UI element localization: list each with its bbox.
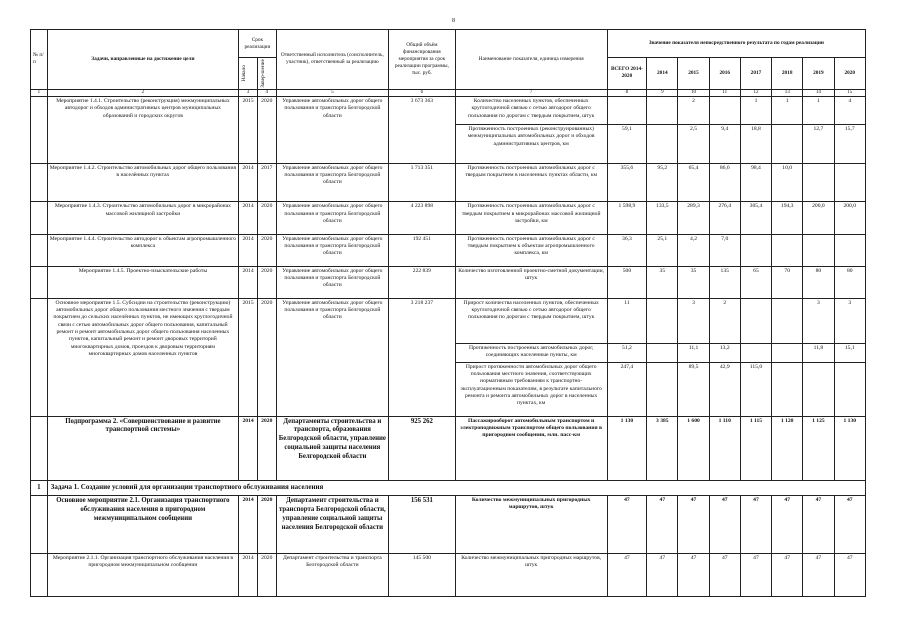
- header-tasks: Задачи, направленные на достижение цели: [47, 30, 239, 90]
- indicator-value: 3 385: [647, 416, 678, 480]
- indicator-value: 89,5: [678, 362, 709, 416]
- task-name: Основное мероприятие 2.1. Организация транспортного обслуживания населения в пригородном межмуниципальном сообщении: [47, 496, 239, 554]
- indicator-value: 289,3: [678, 202, 709, 234]
- task-name: Основное мероприятие 1.5. Субсидии на строительство (реконструкцию) автомобильных дорог общего пользования местного значения с твердым покрытием до сельских населённых пунктов, не имеющих круглогодичной связи с сетью автомобильных дорог общего пользования, капитальный ремонт и ремонт автомобильных дорог общего пользования населенных пунктов, капитальный ремонт и ремонт дворовых территорий многоквартирных домов, проездов к дворовым территориям многоквартирных домов населенных пунктов: [47, 298, 239, 416]
- indicator-value: 1 125: [803, 416, 834, 480]
- indicator-value: [709, 97, 740, 125]
- table-row: [31, 163, 866, 202]
- funding-amount: 145 500: [389, 554, 456, 597]
- indicator-value: [772, 125, 803, 164]
- indicator-name: Протяженность построенных автомобильных дорог, соединяющих населенные пункты, км: [455, 344, 607, 363]
- table-row: [31, 202, 866, 234]
- indicator-value: [740, 298, 771, 343]
- start-year: 2014: [239, 266, 258, 298]
- indicator-value: [772, 344, 803, 363]
- col-index: 14: [803, 89, 834, 97]
- funding-amount: 3 218 237: [389, 298, 456, 416]
- end-year: 2017: [257, 163, 276, 202]
- header-values-title: Значение показателя непосредственного результата по годам реализации: [607, 30, 865, 58]
- indicator-value: 47: [647, 554, 678, 597]
- indicator-value: 98,4: [740, 163, 771, 202]
- table-row: [31, 234, 866, 266]
- end-year: 2020: [257, 554, 276, 597]
- indicator-value: 200,0: [834, 202, 865, 234]
- start-year: 2014: [239, 496, 258, 554]
- col-index: 7: [455, 89, 607, 97]
- indicator-value: 500: [607, 266, 647, 298]
- indicator-value: 47: [647, 496, 678, 554]
- indicator-value: [647, 362, 678, 416]
- indicator-value: 65: [740, 266, 771, 298]
- indicator-value: [834, 362, 865, 416]
- start-year: 2014: [239, 416, 258, 480]
- row-num: [31, 298, 48, 416]
- row-num: [31, 234, 48, 266]
- col-index: 3: [239, 89, 258, 97]
- indicator-name: Количество межмуниципальных пригородных маршрутов, штук: [455, 554, 607, 597]
- indicator-value: 1: [772, 97, 803, 125]
- task-name: Подпрограмма 2. «Совершенствование и развитие транспортной системы»: [47, 416, 239, 480]
- executor: Департамент строительства и транспорта Белгородской области: [276, 554, 388, 597]
- executor: Департаменты строительства и транспорта, образования Белгородской области, управление социальной защиты населения Белгородской области: [276, 416, 388, 480]
- table-body-section: [31, 480, 866, 495]
- col-index: 8: [607, 89, 647, 97]
- executor: Управление автомобильных дорог общего пользования и транспорта Белгородской области: [276, 298, 388, 416]
- col-index: 6: [389, 89, 456, 97]
- indicator-value: 11: [607, 298, 647, 343]
- end-year: 2020: [257, 298, 276, 416]
- indicator-value: 86,6: [709, 163, 740, 202]
- indicator-value: [647, 344, 678, 363]
- col-index: 1: [31, 89, 48, 97]
- task-name: Мероприятие 1.4.3. Строительство автомобильных дорог в микрорайонах массовой жилищной застройки: [47, 202, 239, 234]
- indicator-value: 4: [834, 97, 865, 125]
- col-index: 9: [647, 89, 678, 97]
- col-index: 15: [834, 89, 865, 97]
- col-index: 12: [740, 89, 771, 97]
- indicator-value: 4,2: [678, 234, 709, 266]
- indicator-value: 1 130: [834, 416, 865, 480]
- row-num: [31, 97, 48, 164]
- indicator-value: 70: [772, 266, 803, 298]
- indicator-value: [647, 298, 678, 343]
- header-executor: Ответственный исполнитель (соисполнитель, участник), ответственный за реализацию: [276, 30, 388, 90]
- col-index: 4: [257, 89, 276, 97]
- indicator-value: 47: [678, 496, 709, 554]
- indicator-value: 135: [709, 266, 740, 298]
- header-start: Начало: [241, 65, 248, 82]
- row-num: [31, 496, 48, 554]
- task-name: Мероприятие 2.1.1. Организация транспортного обслуживания населения в пригородном межмуниципальном сообщении: [47, 554, 239, 597]
- indicator-value: 3: [803, 298, 834, 343]
- table-row: [31, 266, 866, 298]
- task-name: Мероприятие 1.4.5. Проектно-изыскательские работы: [47, 266, 239, 298]
- funding-amount: 925 262: [389, 416, 456, 480]
- table-row: [31, 496, 866, 554]
- row-num: [31, 266, 48, 298]
- table-row: [31, 416, 866, 480]
- indicator-value: 7,0: [709, 234, 740, 266]
- page-number: 8: [452, 18, 455, 24]
- indicator-value: [740, 344, 771, 363]
- table-row: [31, 97, 866, 125]
- indicator-value: [834, 234, 865, 266]
- header-num: № п/п: [31, 30, 48, 90]
- start-year: 2014: [239, 163, 258, 202]
- col-index: 11: [709, 89, 740, 97]
- funding-amount: 222 839: [389, 266, 456, 298]
- executor: Управление автомобильных дорог общего пользования и транспорта Белгородской области: [276, 97, 388, 164]
- indicator-value: 51,2: [607, 344, 647, 363]
- indicator-value: [740, 234, 771, 266]
- indicator-value: [772, 362, 803, 416]
- executor: Управление автомобильных дорог общего пользования и транспорта Белгородской области: [276, 266, 388, 298]
- task-name: Мероприятие 1.4.2. Строительство автомобильных дорог общего пользования в населённых пунктах: [47, 163, 239, 202]
- indicator-value: [772, 234, 803, 266]
- indicator-value: 36,3: [607, 234, 647, 266]
- indicator-value: 25,1: [647, 234, 678, 266]
- indicator-name: Количество изготовленной проектно-сметной документации, штук: [455, 266, 607, 298]
- indicator-value: 200,0: [803, 202, 834, 234]
- table-body-activities: [31, 97, 866, 481]
- indicator-value: 65,4: [678, 163, 709, 202]
- indicator-value: 47: [834, 496, 865, 554]
- header-year: 2015: [678, 58, 709, 90]
- funding-amount: 192 451: [389, 234, 456, 266]
- indicator-name: Прирост количества населенных пунктов, обеспеченных круглогодичной связью с сетью автодорог общего пользования по дорогам с твердым покрытием, штук: [455, 298, 607, 343]
- start-year: 2014: [239, 234, 258, 266]
- indicator-value: 305,4: [740, 202, 771, 234]
- indicator-value: 80: [803, 266, 834, 298]
- indicator-value: [647, 125, 678, 164]
- table-row: [31, 554, 866, 597]
- col-index: 13: [772, 89, 803, 97]
- indicator-value: 1 598,9: [607, 202, 647, 234]
- indicator-value: 194,3: [772, 202, 803, 234]
- task-name: Мероприятие 1.4.1. Строительство (реконструкция) межмуниципальных автодорог и обходов административных центров муниципальных образований и городских округов: [47, 97, 239, 164]
- header-year: 2018: [772, 58, 803, 90]
- indicator-value: 1: [803, 97, 834, 125]
- indicator-value: 133,5: [647, 202, 678, 234]
- indicator-value: 95,2: [647, 163, 678, 202]
- indicator-value: 11,8: [803, 344, 834, 363]
- indicator-value: 47: [678, 554, 709, 597]
- funding-amount: 3 673 363: [389, 97, 456, 164]
- indicator-value: 47: [803, 554, 834, 597]
- row-num: [31, 554, 48, 597]
- end-year: 2020: [257, 266, 276, 298]
- indicator-value: 1: [740, 97, 771, 125]
- funding-amount: 1 713 351: [389, 163, 456, 202]
- end-year: 2020: [257, 416, 276, 480]
- indicator-value: [772, 298, 803, 343]
- indicator-value: 47: [740, 554, 771, 597]
- indicator-value: [803, 234, 834, 266]
- start-year: 2014: [239, 554, 258, 597]
- indicator-value: 47: [709, 496, 740, 554]
- end-year: 2020: [257, 97, 276, 164]
- indicator-name: Количество населенных пунктов, обеспеченных круглогодичной связью с сетью автодорог общего пользования по дорогам с твердым покрытием, штук: [455, 97, 607, 125]
- executor: Управление автомобильных дорог общего пользования и транспорта Белгородской области: [276, 163, 388, 202]
- header-year: 2016: [709, 58, 740, 90]
- indicator-name: Протяженность построенных (реконструированных) межмуниципальных автомобильных дорог и обходов административных центров, км: [455, 125, 607, 164]
- col-index: 10: [678, 89, 709, 97]
- indicator-name: Пассажирооборот автомобильным транспортом и электроподвижным транспортом общего пользования в пригородном сообщении, млн. пасс-км: [455, 416, 607, 480]
- program-table: [30, 29, 866, 597]
- col-index: 5: [276, 89, 388, 97]
- executor: Управление автомобильных дорог общего пользования и транспорта Белгородской области: [276, 234, 388, 266]
- header-end: Завер-шение: [259, 59, 266, 88]
- header-total: ВСЕГО 2014-2020: [607, 58, 647, 90]
- indicator-value: 47: [709, 554, 740, 597]
- indicator-value: 247,4: [607, 362, 647, 416]
- indicator-name: Протяженность построенных автомобильных дорог с твердым покрытием в населенных пунктах области, км: [455, 163, 607, 202]
- header-year: 2019: [803, 58, 834, 90]
- start-year: 2014: [239, 202, 258, 234]
- indicator-value: 3: [834, 298, 865, 343]
- table-body-subprogram2: [31, 496, 866, 597]
- indicator-value: 3: [678, 298, 709, 343]
- indicator-value: 47: [803, 496, 834, 554]
- indicator-value: 2,5: [678, 125, 709, 164]
- indicator-value: 47: [740, 496, 771, 554]
- indicator-value: 47: [834, 554, 865, 597]
- indicator-name: Протяженность построенных автомобильных дорог с твердым покрытием к объектам агропромышленного комплекса, км: [455, 234, 607, 266]
- indicator-value: 47: [607, 496, 647, 554]
- row-num: [31, 163, 48, 202]
- col-index: 2: [47, 89, 239, 97]
- indicator-value: 1 600: [678, 416, 709, 480]
- indicator-value: 18,8: [740, 125, 771, 164]
- indicator-value: 355,6: [607, 163, 647, 202]
- indicator-value: 42,9: [709, 362, 740, 416]
- indicator-value: 1 120: [772, 416, 803, 480]
- indicator-value: [803, 163, 834, 202]
- end-year: 2020: [257, 496, 276, 554]
- funding-amount: 4 223 898: [389, 202, 456, 234]
- indicator-name: Количество межмуниципальных пригородных маршрутов, штук: [455, 496, 607, 554]
- end-year: 2020: [257, 234, 276, 266]
- indicator-name: Прирост протяженности автомобильных дорог общего пользования местного значения, соответствующих нормативным требованиям к транспортно-эксплуатационным показателям, в результате капитального ремонта и ремонта автомобильных дорог в населенных пунктах, км: [455, 362, 607, 416]
- indicator-value: 35: [647, 266, 678, 298]
- executor: Департамент строительства и транспорта Белгородской области, управление социальной защиты населения Белгородской области: [276, 496, 388, 554]
- indicator-value: [647, 97, 678, 125]
- indicator-value: 15,1: [834, 344, 865, 363]
- header-funding: Общий объём финансирования мероприятия за срок реализации программы, тыс. руб.: [389, 30, 456, 90]
- header-indicator: Наименование показателя, единица измерения: [455, 30, 607, 90]
- indicator-value: 80: [834, 266, 865, 298]
- indicator-value: 1 110: [709, 416, 740, 480]
- indicator-value: 276,4: [709, 202, 740, 234]
- end-year: 2020: [257, 202, 276, 234]
- section-title: Задача 1. Создание условий для организации транспортного обслуживания населения: [47, 480, 865, 495]
- header-year: 2017: [740, 58, 771, 90]
- section-num: 1: [31, 480, 48, 495]
- indicator-value: 47: [607, 554, 647, 597]
- funding-amount: 156 531: [389, 496, 456, 554]
- indicator-value: 2: [709, 298, 740, 343]
- indicator-value: 10,0: [772, 163, 803, 202]
- indicator-value: 47: [772, 554, 803, 597]
- table-row: [31, 298, 866, 343]
- indicator-value: [607, 97, 647, 125]
- indicator-value: 9,4: [709, 125, 740, 164]
- indicator-value: 35: [678, 266, 709, 298]
- indicator-value: 47: [772, 496, 803, 554]
- row-num: [31, 202, 48, 234]
- indicator-value: 1 115: [740, 416, 771, 480]
- indicator-value: [834, 163, 865, 202]
- header-year: 2014: [647, 58, 678, 90]
- header-term: Срок реализации: [239, 30, 276, 58]
- executor: Управление автомобильных дорог общего пользования и транспорта Белгородской области: [276, 202, 388, 234]
- header-year: 2020: [834, 58, 865, 90]
- indicator-value: 15,7: [834, 125, 865, 164]
- indicator-value: 12,7: [803, 125, 834, 164]
- indicator-value: 11,1: [678, 344, 709, 363]
- indicator-value: 1 130: [607, 416, 647, 480]
- indicator-value: 115,0: [740, 362, 771, 416]
- indicator-value: 59,1: [607, 125, 647, 164]
- task-name: Мероприятие 1.4.4. Строительство автодорог к объектам агропромышленного комплекса: [47, 234, 239, 266]
- start-year: 2015: [239, 97, 258, 164]
- indicator-value: 13,2: [709, 344, 740, 363]
- start-year: 2015: [239, 298, 258, 416]
- indicator-name: Протяженность построенных автомобильных дорог с твердым покрытием в микрорайонах массовой жилищной застройки, км: [455, 202, 607, 234]
- indicator-value: [803, 362, 834, 416]
- indicator-value: 2: [678, 97, 709, 125]
- row-num: [31, 416, 48, 480]
